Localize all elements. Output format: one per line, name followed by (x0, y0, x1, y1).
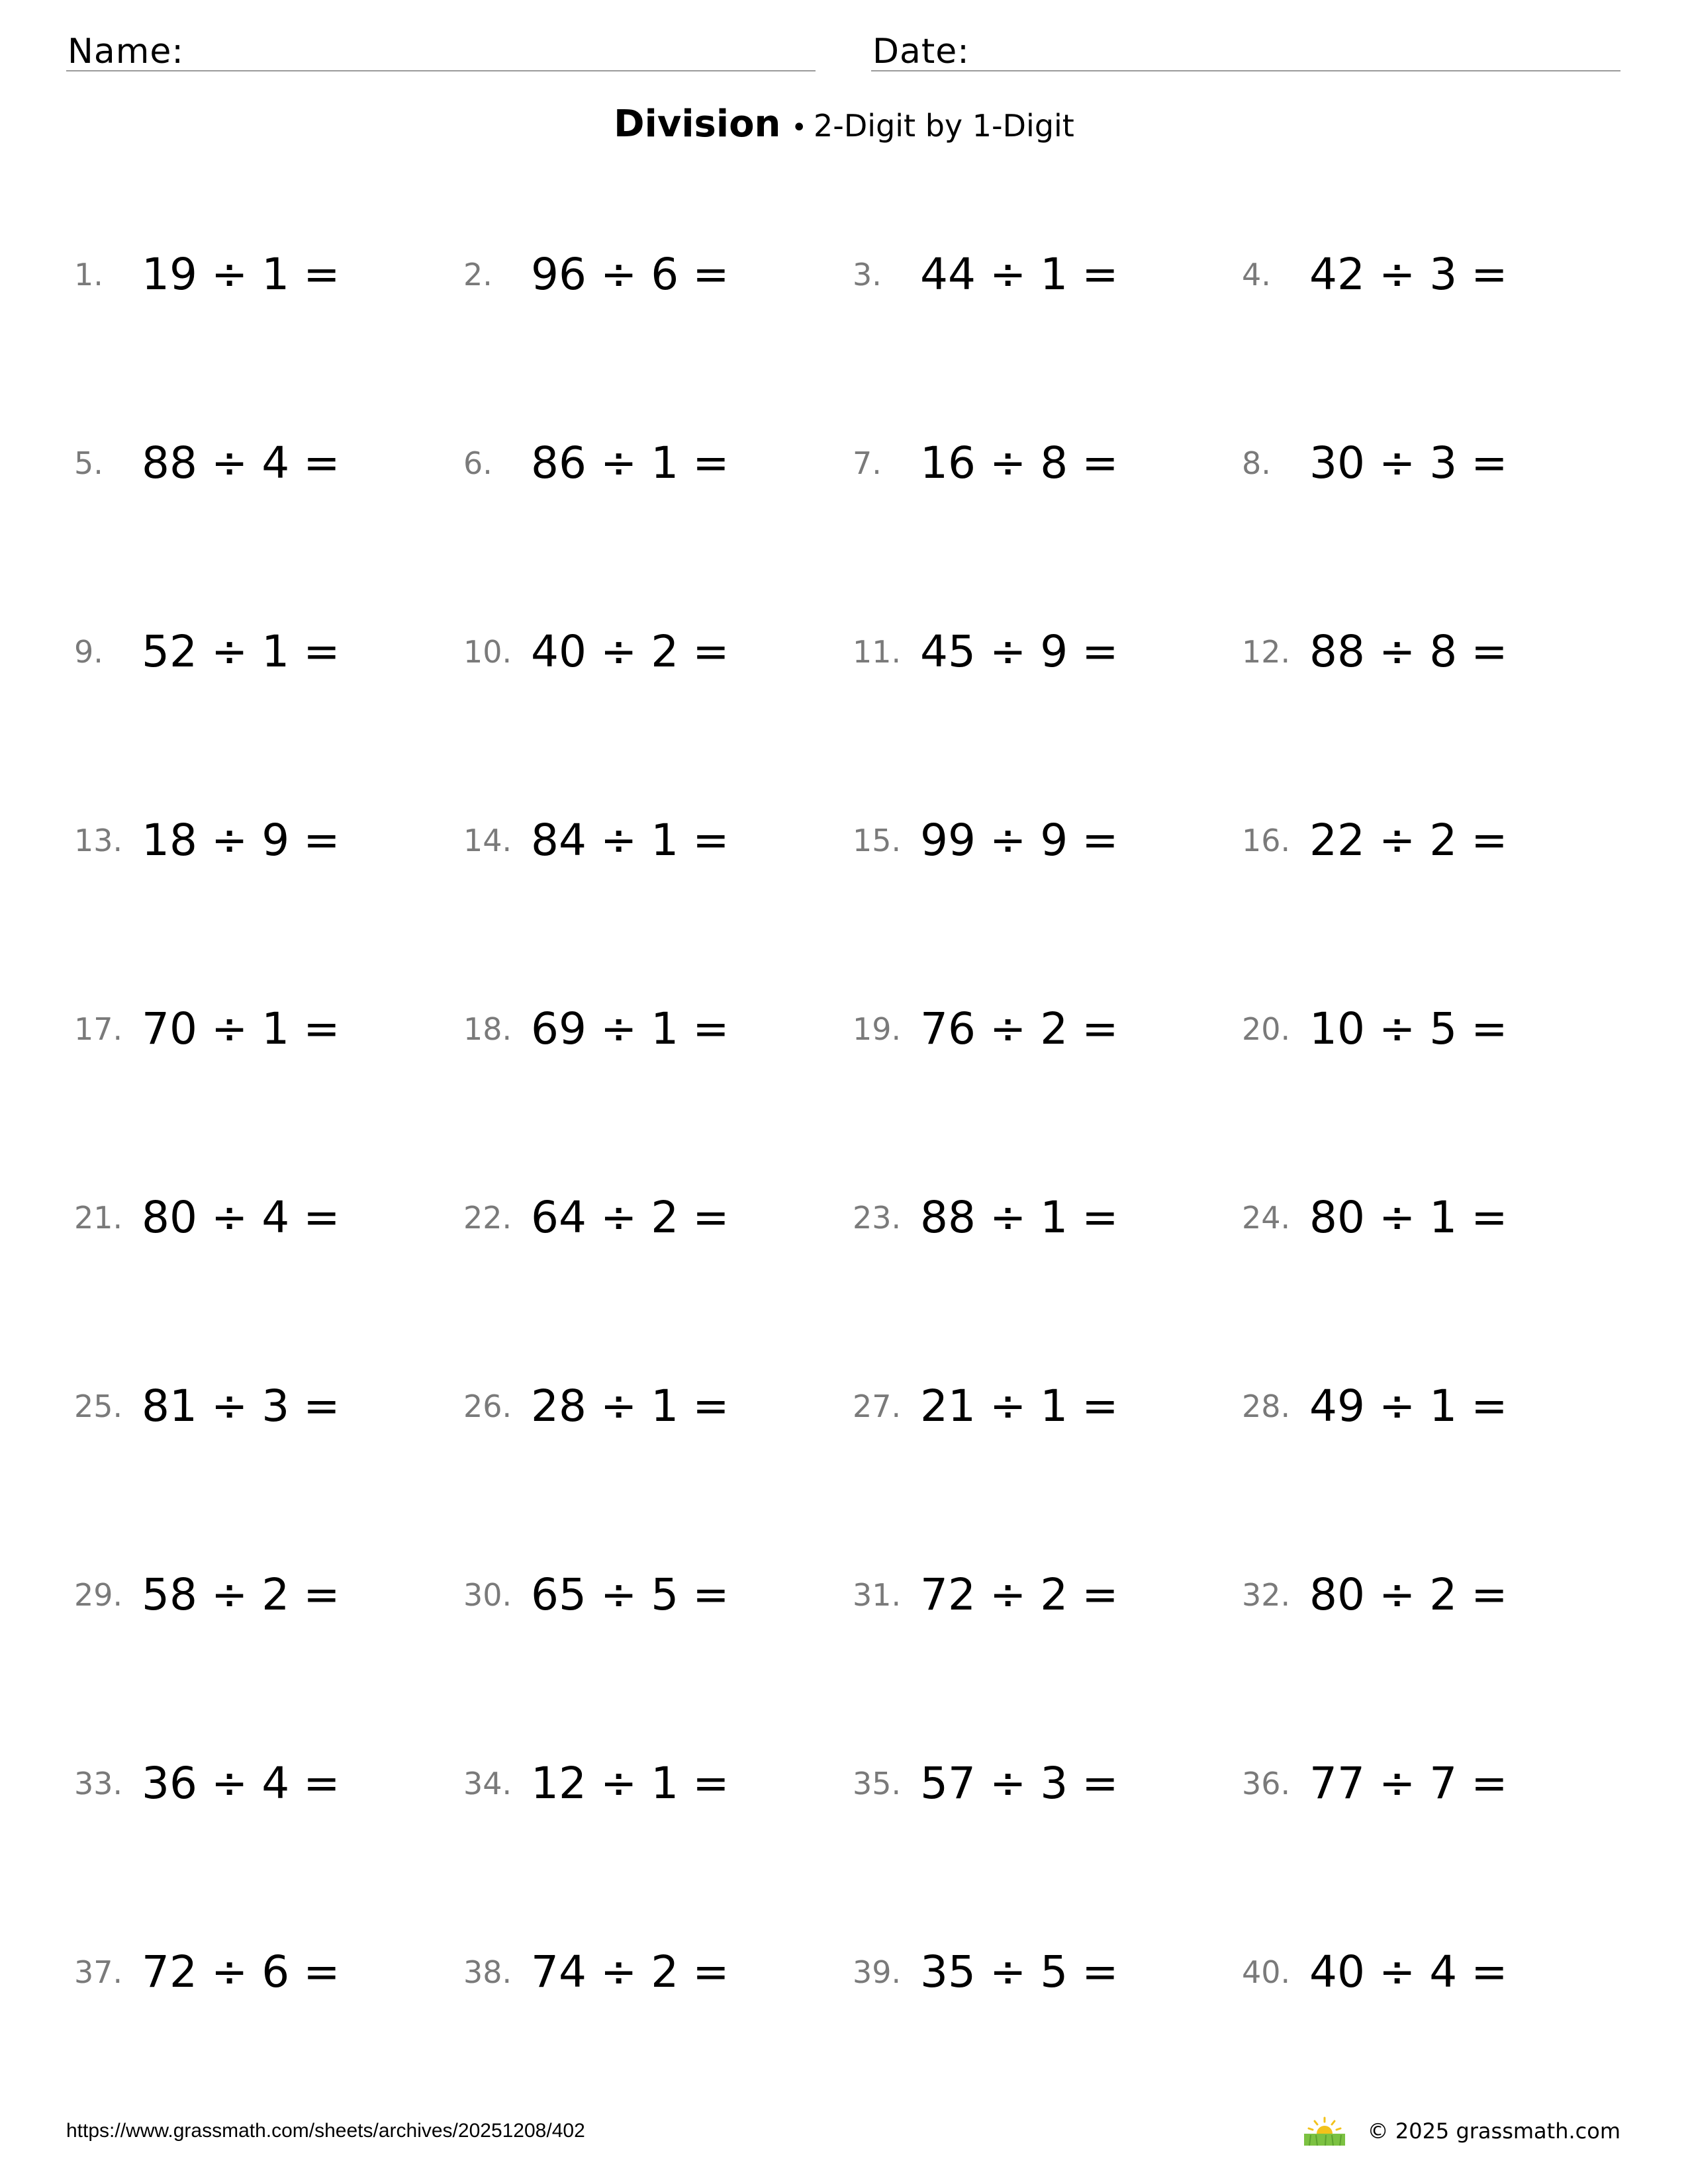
name-field[interactable] (66, 24, 816, 71)
problem-number: 35. (853, 1766, 902, 1801)
title-separator: • (791, 113, 807, 143)
problem-number: 7. (853, 445, 882, 481)
problem-equation: 40 ÷ 2 = (531, 626, 729, 677)
problem-number: 20. (1242, 1011, 1291, 1047)
problem-number: 34. (463, 1766, 512, 1801)
name-label: Name: (68, 32, 184, 71)
problem-number: 22. (463, 1200, 512, 1236)
problem-equation: 80 ÷ 1 = (1309, 1192, 1508, 1243)
problem-grid (0, 238, 1688, 2131)
problem-equation: 70 ÷ 1 = (142, 1003, 340, 1054)
problem-number: 26. (463, 1388, 512, 1424)
problem-number: 18. (463, 1011, 512, 1047)
problem-equation: 72 ÷ 6 = (142, 1946, 340, 1997)
problem-equation: 57 ÷ 3 = (920, 1758, 1119, 1809)
problem-equation: 64 ÷ 2 = (531, 1192, 729, 1243)
problem-equation: 10 ÷ 5 = (1309, 1003, 1508, 1054)
problem-equation: 84 ÷ 1 = (531, 815, 729, 866)
date-field[interactable] (871, 24, 1620, 71)
problem-number: 8. (1242, 445, 1271, 481)
problem-equation: 86 ÷ 1 = (531, 437, 729, 488)
problem-number: 40. (1242, 1954, 1291, 1990)
problem-number: 9. (74, 634, 103, 670)
problem-number: 27. (853, 1388, 902, 1424)
problem-number: 38. (463, 1954, 512, 1990)
problem-number: 3. (853, 257, 882, 293)
problem-number: 11. (853, 634, 902, 670)
problem-number: 1. (74, 257, 103, 293)
problem-number: 2. (463, 257, 492, 293)
problem-equation: 88 ÷ 4 = (142, 437, 340, 488)
problem-equation: 69 ÷ 1 = (531, 1003, 729, 1054)
problem-number: 4. (1242, 257, 1271, 293)
problem-number: 14. (463, 823, 512, 858)
problem-number: 28. (1242, 1388, 1291, 1424)
problem-equation: 65 ÷ 5 = (531, 1569, 729, 1620)
footer-copyright: © 2025 grassmath.com (1367, 2118, 1620, 2144)
worksheet-title (0, 103, 1688, 146)
problem-number: 33. (74, 1766, 123, 1801)
problem-equation: 99 ÷ 9 = (920, 815, 1119, 866)
problem-number: 19. (853, 1011, 902, 1047)
problem-equation: 88 ÷ 8 = (1309, 626, 1508, 677)
title-main: Division (614, 103, 781, 146)
problem-equation: 42 ÷ 3 = (1309, 249, 1508, 300)
problem-number: 32. (1242, 1577, 1291, 1613)
problem-equation: 19 ÷ 1 = (142, 249, 340, 300)
problem-equation: 52 ÷ 1 = (142, 626, 340, 677)
problem-equation: 36 ÷ 4 = (142, 1758, 340, 1809)
problem-equation: 45 ÷ 9 = (920, 626, 1119, 677)
problem-equation: 80 ÷ 4 = (142, 1192, 340, 1243)
sun-over-grass-icon (1301, 2115, 1348, 2147)
problem-equation: 96 ÷ 6 = (531, 249, 729, 300)
problem-equation: 21 ÷ 1 = (920, 1381, 1119, 1432)
problem-number: 10. (463, 634, 512, 670)
problem-number: 6. (463, 445, 492, 481)
problem-equation: 40 ÷ 4 = (1309, 1946, 1508, 1997)
problem-number: 13. (74, 823, 123, 858)
problem-number: 36. (1242, 1766, 1291, 1801)
footer-brand (1301, 2114, 1620, 2148)
problem-equation: 44 ÷ 1 = (920, 249, 1119, 300)
problem-number: 21. (74, 1200, 123, 1236)
problem-equation: 77 ÷ 7 = (1309, 1758, 1508, 1809)
problem-number: 25. (74, 1388, 123, 1424)
problem-equation: 12 ÷ 1 = (531, 1758, 729, 1809)
problem-equation: 35 ÷ 5 = (920, 1946, 1119, 1997)
problem-equation: 76 ÷ 2 = (920, 1003, 1119, 1054)
problem-number: 12. (1242, 634, 1291, 670)
problem-number: 30. (463, 1577, 512, 1613)
problem-equation: 72 ÷ 2 = (920, 1569, 1119, 1620)
problem-equation: 80 ÷ 2 = (1309, 1569, 1508, 1620)
problem-number: 29. (74, 1577, 123, 1613)
problem-equation: 28 ÷ 1 = (531, 1381, 729, 1432)
problem-number: 39. (853, 1954, 902, 1990)
problem-equation: 49 ÷ 1 = (1309, 1381, 1508, 1432)
title-subtitle: 2-Digit by 1-Digit (814, 108, 1074, 144)
problem-equation: 74 ÷ 2 = (531, 1946, 729, 1997)
problem-number: 15. (853, 823, 902, 858)
problem-equation: 22 ÷ 2 = (1309, 815, 1508, 866)
problem-equation: 30 ÷ 3 = (1309, 437, 1508, 488)
problem-equation: 16 ÷ 8 = (920, 437, 1119, 488)
problem-equation: 18 ÷ 9 = (142, 815, 340, 866)
problem-equation: 88 ÷ 1 = (920, 1192, 1119, 1243)
problem-number: 37. (74, 1954, 123, 1990)
problem-number: 24. (1242, 1200, 1291, 1236)
problem-number: 31. (853, 1577, 902, 1613)
problem-equation: 58 ÷ 2 = (142, 1569, 340, 1620)
problem-number: 16. (1242, 823, 1291, 858)
problem-number: 5. (74, 445, 103, 481)
problem-number: 23. (853, 1200, 902, 1236)
footer-url: https://www.grassmath.com/sheets/archives/20251208/402 (66, 2120, 585, 2142)
date-label: Date: (872, 32, 970, 71)
problem-equation: 81 ÷ 3 = (142, 1381, 340, 1432)
problem-number: 17. (74, 1011, 123, 1047)
